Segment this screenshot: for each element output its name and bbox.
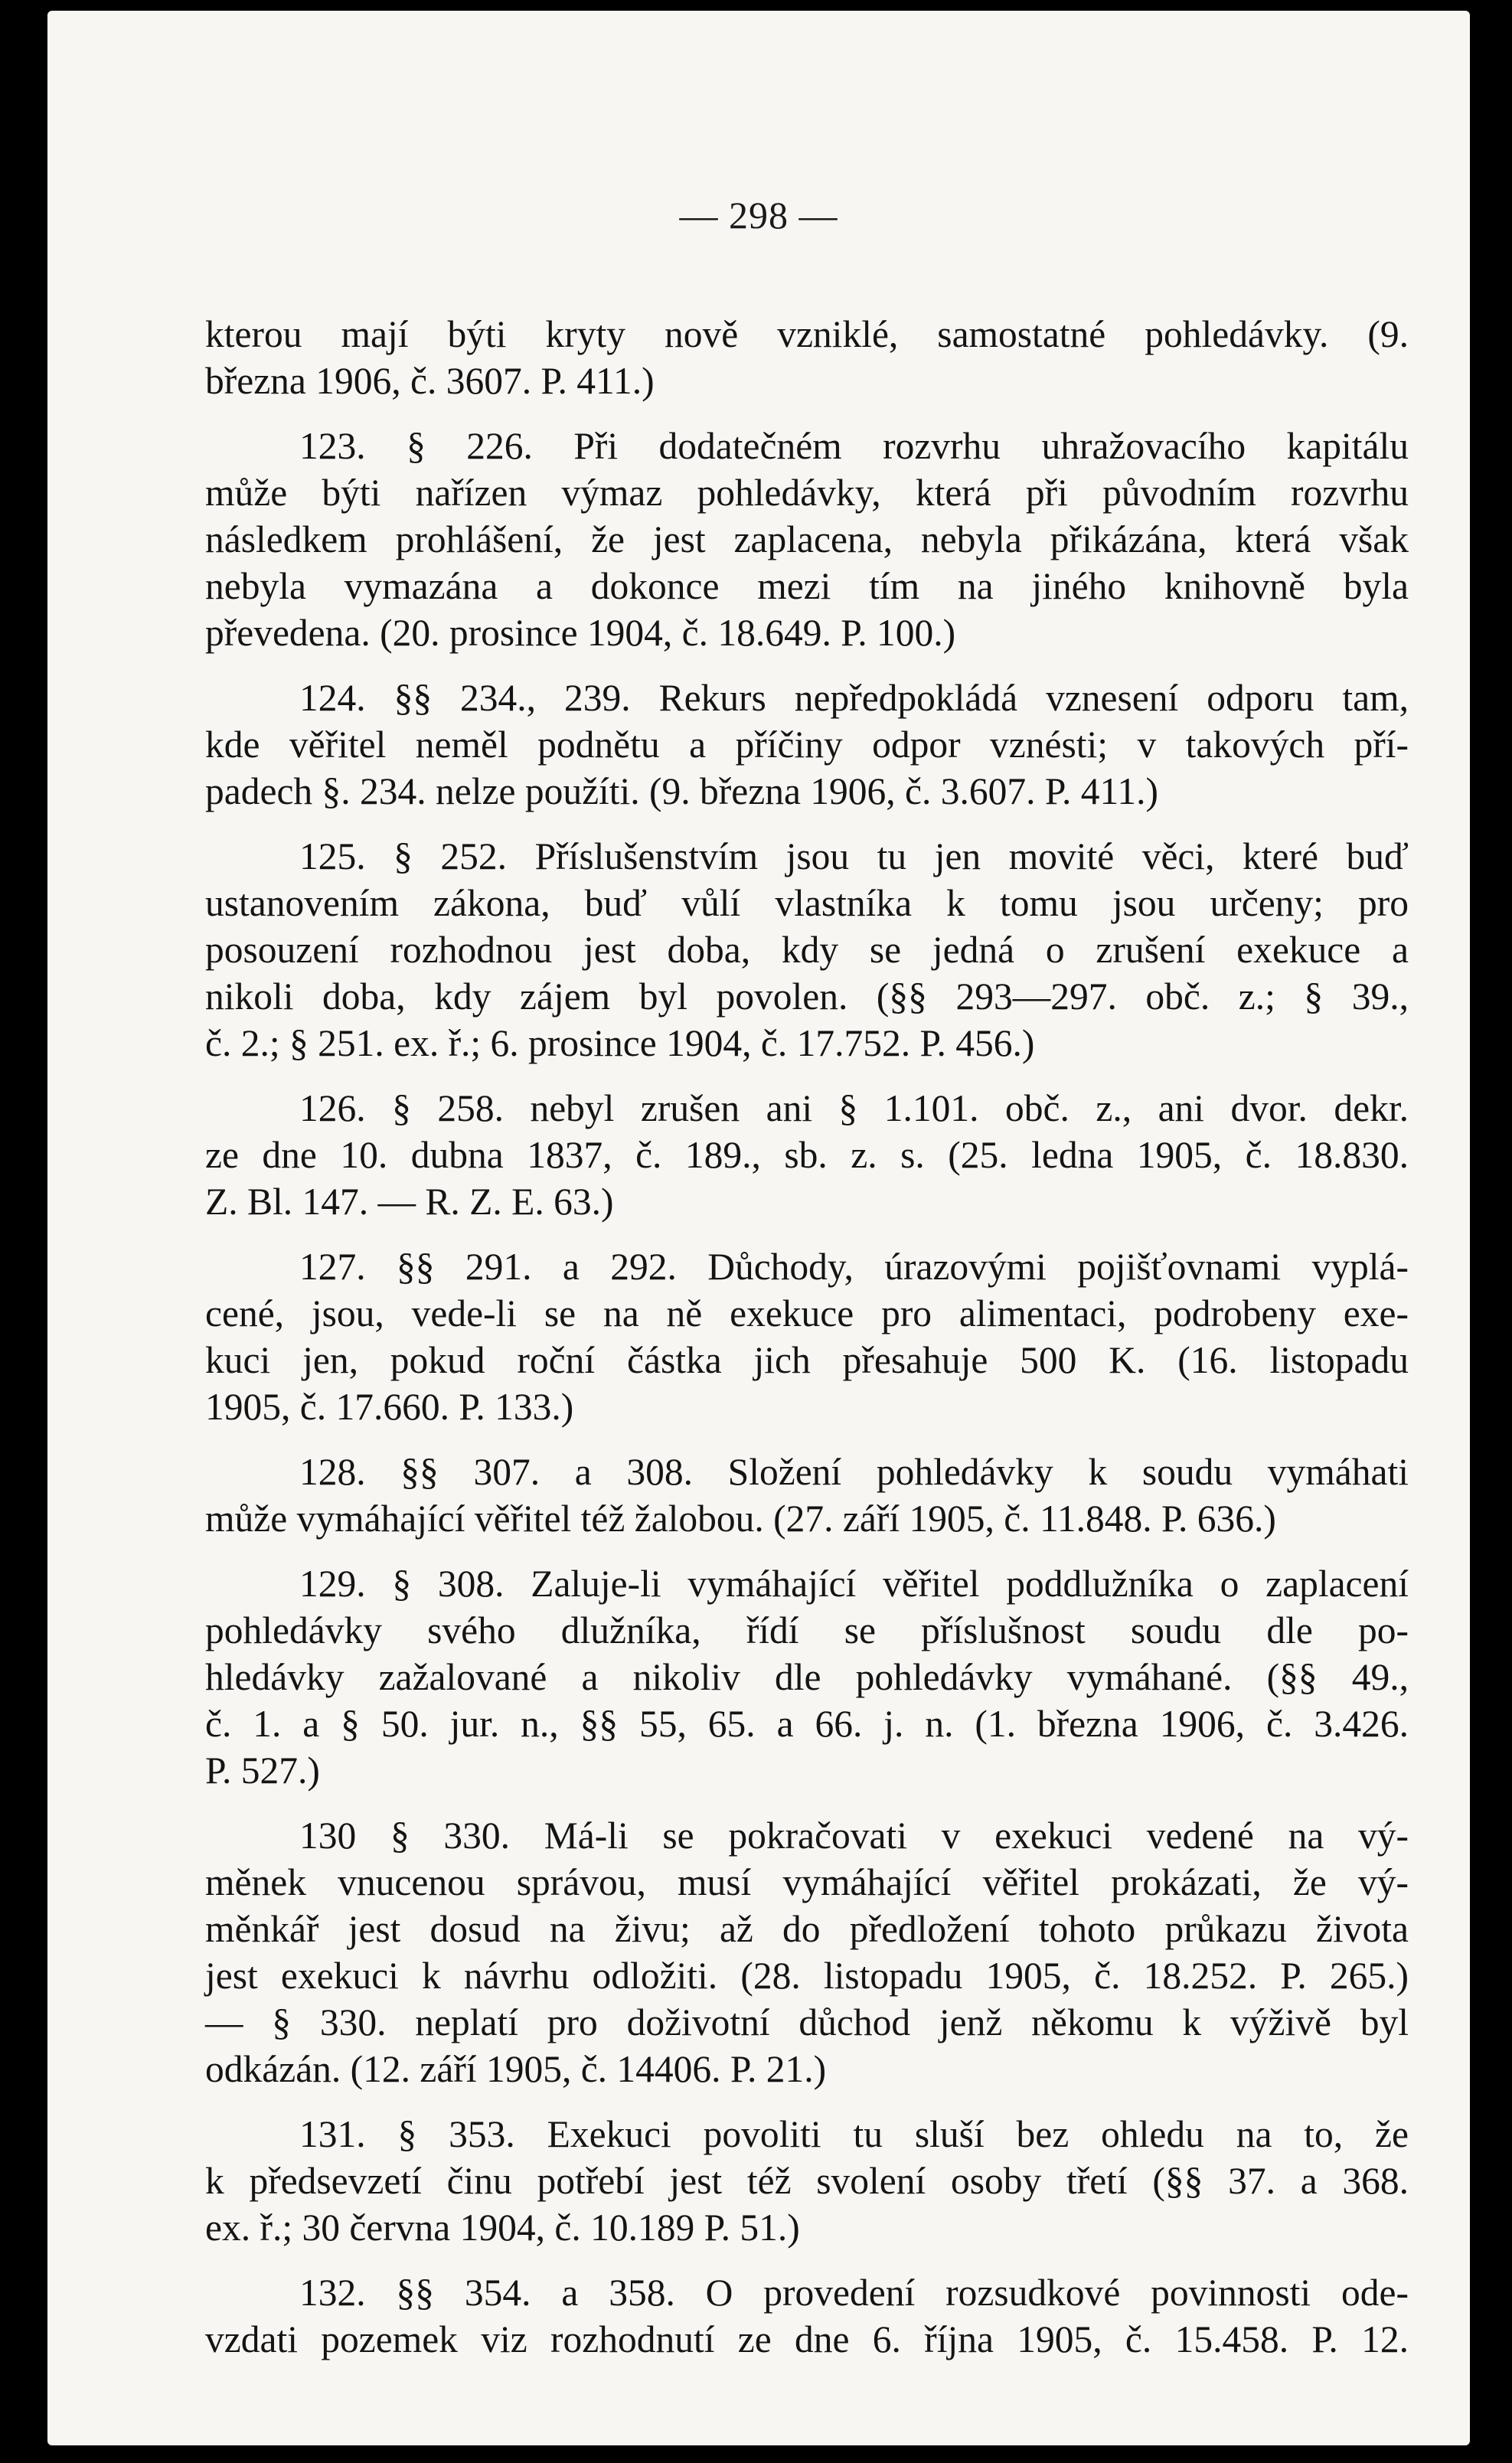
text-line: kuci jen, pokud roční částka jich přesahuje 500 K. (16. listopadu [205, 1339, 1409, 1381]
text-line: Z. Bl. 147. — R. Z. E. 63.) [205, 1181, 614, 1223]
text-line: ze dne 10. dubna 1837, č. 189., sb. z. s. (25. ledna 1905, č. 18.830. [205, 1134, 1409, 1176]
text-line: 128. §§ 307. a 308. Složení pohledávky k soudu vymáhati [299, 1451, 1409, 1493]
text-line: padech §. 234. nelze použíti. (9. března 1906, č. 3.607. P. 411.) [205, 770, 1158, 812]
text-line: března 1906, č. 3607. P. 411.) [205, 360, 655, 402]
paragraph-gap [205, 404, 1409, 423]
text-line: 129. § 308. Zaluje-li vymáhající věřitel poddlužníka o zaplacení [299, 1563, 1409, 1605]
text-line: 131. § 353. Exekuci povoliti tu sluší bez ohledu na to, že [299, 2113, 1409, 2155]
paragraph-gap [205, 1225, 1409, 1243]
paragraph-gap [205, 1542, 1409, 1560]
text-line: posouzení rozhodnou jest doba, kdy se jedná o zrušení exekuce a [205, 929, 1409, 971]
text-line: nebyla vymazána a dokonce mezi tím na jiného knihovně byla [205, 565, 1409, 607]
book-page [47, 11, 1470, 2445]
text-line: 124. §§ 234., 239. Rekurs nepředpokládá vznesení odporu tam, [299, 677, 1409, 719]
text-line: P. 527.) [205, 1749, 320, 1792]
page-number: — 298 — [679, 194, 838, 237]
text-line: může vymáhající věřitel též žalobou. (27. září 1905, č. 11.848. P. 636.) [205, 1498, 1276, 1540]
text-line: 1905, č. 17.660. P. 133.) [205, 1386, 574, 1428]
text-line: hledávky zažalované a nikoliv dle pohledávky vymáhané. (§§ 49., [205, 1656, 1409, 1698]
text-line: ustanovením zákona, buď vůlí vlastníka k tomu jsou určeny; pro [205, 882, 1409, 924]
text-line: pohledávky svého dlužníka, řídí se příslušnost soudu dle po- [205, 1609, 1409, 1651]
text-line: 130 § 330. Má-li se pokračovati v exekuci vedené na vý- [299, 1815, 1409, 1857]
text-line: převedena. (20. prosince 1904, č. 18.649. P. 100.) [205, 612, 956, 654]
paragraph-gap [205, 1067, 1409, 1085]
text-line: k předsevzetí činu potřebí jest též svolení osoby třetí (§§ 37. a 368. [205, 2160, 1409, 2202]
text-line: měnek vnucenou správou, musí vymáhající věřitel prokázati, že vý- [205, 1861, 1409, 1903]
text-line: měnkář jest dosud na živu; až do předložení tohoto průkazu života [205, 1908, 1409, 1950]
text-line: kterou mají býti kryty nově vzniklé, samostatné pohledávky. (9. [205, 313, 1409, 355]
text-line: vzdati pozemek viz rozhodnutí ze dne 6. října 1905, č. 15.458. P. 12. [205, 2318, 1409, 2360]
paragraph-gap [205, 1430, 1409, 1449]
text-line: nikoli doba, kdy zájem byl povolen. (§§ 293—297. obč. z.; § 39., [205, 975, 1409, 1018]
text-line: jest exekuci k návrhu odložiti. (28. listopadu 1905, č. 18.252. P. 265.) [205, 1955, 1409, 1997]
paragraph-gap [205, 656, 1409, 675]
text-line: odkázán. (12. září 1905, č. 14406. P. 21.) [205, 2048, 827, 2090]
text-line: může býti nařízen výmaz pohledávky, která při původním rozvrhu [205, 472, 1409, 514]
text-line: 132. §§ 354. a 358. O provedení rozsudkové povinnosti ode- [299, 2272, 1409, 2314]
body-text [205, 311, 1409, 2363]
text-line: cené, jsou, vede-li se na ně exekuce pro alimentaci, podrobeny exe- [205, 1292, 1409, 1334]
paragraph-gap [205, 2251, 1409, 2269]
paragraph-gap [205, 2092, 1409, 2111]
text-line: ex. ř.; 30 června 1904, č. 10.189 P. 51.) [205, 2207, 800, 2249]
paragraph-gap [205, 815, 1409, 833]
text-line: následkem prohlášení, že jest zaplacena, nebyla přikázána, která však [205, 518, 1409, 560]
paragraph-gap [205, 1794, 1409, 1812]
text-line: — § 330. neplatí pro doživotní důchod jenž někomu k výživě byl [205, 2001, 1409, 2043]
text-line: 126. § 258. nebyl zrušen ani § 1.101. obč. z., ani dvor. dekr. [299, 1087, 1409, 1129]
text-line: kde věřitel neměl podnětu a příčiny odpor vznésti; v takových pří- [205, 724, 1409, 766]
text-line: 123. § 226. Při dodatečném rozvrhu uhražovacího kapitálu [299, 425, 1409, 467]
text-line: 127. §§ 291. a 292. Důchody, úrazovými pojišťovnami vyplá- [299, 1246, 1409, 1288]
text-line: 125. § 252. Příslušenstvím jsou tu jen movité věci, které buď [299, 835, 1409, 877]
text-line: č. 2.; § 251. ex. ř.; 6. prosince 1904, č. 17.752. P. 456.) [205, 1022, 1035, 1064]
text-line: č. 1. a § 50. jur. n., §§ 55, 65. a 66. j. n. (1. března 1906, č. 3.426. [205, 1703, 1409, 1745]
